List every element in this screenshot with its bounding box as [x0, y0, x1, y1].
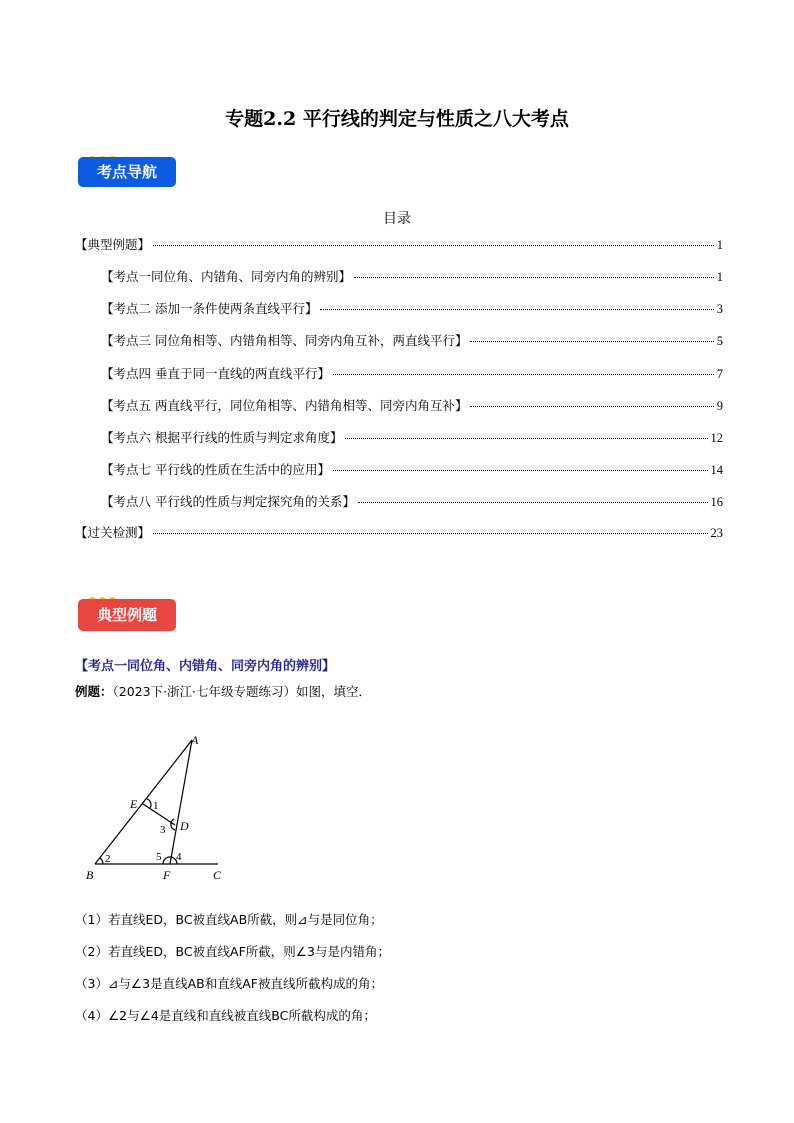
toc-page-number: 9 [716, 399, 723, 413]
toc-entry-label: 【过关检测】 [75, 525, 151, 540]
toc-entry-label: 【考点八 平行线的性质与判定探究角的关系】 [101, 494, 355, 509]
angle-label-5: 5 [156, 851, 162, 863]
toc-entry-label: 【考点五 两直线平行，同位角相等、内错角相等、同旁内角互补】 [101, 398, 468, 413]
example-text: （2023下·浙江·七年级专题练习）如图，填空． [112, 684, 372, 699]
document-title: 专题2.2 平行线的判定与性质之八大考点 [225, 108, 569, 130]
nav-badge: 考点导航 [78, 157, 176, 187]
question-3: （3）⊿与∠3是直线AB和直线AF被直线所截构成的角； [75, 976, 383, 991]
point-label-F: F [163, 868, 171, 882]
line-AB [95, 740, 192, 864]
toc-entry-label: 【考点一同位角、内错角、同旁内角的辨别】 [101, 269, 352, 284]
toc-page-number: 5 [716, 334, 723, 348]
section-heading: 【考点一同位角、内错角、同旁内角的辨别】 [75, 659, 336, 674]
toc-page-number: 3 [716, 302, 723, 316]
toc-entry-label: 【考点七 平行线的性质在生活中的应用】 [101, 462, 330, 477]
angle-label-1: 1 [153, 800, 159, 812]
toc-entry-label: 【考点六 根据平行线的性质与判定求角度】 [101, 430, 343, 445]
line-ED [143, 804, 175, 825]
angle-label-2: 2 [105, 853, 111, 865]
question-1: （1）若直线ED，BC被直线AB所截，则⊿与是同位角； [75, 912, 383, 927]
toc-page-number: 1 [716, 238, 723, 252]
toc-page-number: 23 [710, 526, 723, 540]
toc-page-number: 1 [716, 270, 723, 284]
toc-entry-label: 【考点二 添加一条件使两条直线平行】 [101, 301, 318, 316]
point-label-A: A [191, 733, 199, 747]
toc-page-number: 16 [710, 495, 723, 509]
point-label-D: D [180, 819, 189, 833]
angle-label-3: 3 [160, 824, 166, 836]
toc-entry-label: 【考点四 垂直于同一直线的两直线平行】 [101, 366, 330, 381]
question-2: （2）若直线ED，BC被直线AF所截，则∠3与是内错角； [75, 944, 390, 959]
question-4: （4）∠2与∠4是直线和直线被直线BC所截构成的角； [75, 1008, 376, 1023]
line-AF [170, 740, 192, 864]
point-label-B: B [86, 868, 94, 882]
toc-page-number: 14 [710, 463, 723, 477]
toc-page-number: 7 [716, 367, 723, 381]
toc-heading: 目录 [383, 211, 411, 227]
toc-page-number: 12 [710, 431, 723, 445]
example-badge: 典型例题 [78, 599, 176, 631]
toc-entry-label: 【考点三 同位角相等、内错角相等、同旁内角互补，两直线平行】 [101, 333, 468, 348]
point-label-E: E [130, 797, 138, 811]
angle-label-4: 4 [176, 851, 182, 863]
point-label-C: C [213, 868, 222, 882]
toc-entry-label: 【典型例题】 [75, 237, 151, 252]
angle-2-arc [100, 858, 103, 864]
example-label: 例题： [75, 684, 113, 699]
